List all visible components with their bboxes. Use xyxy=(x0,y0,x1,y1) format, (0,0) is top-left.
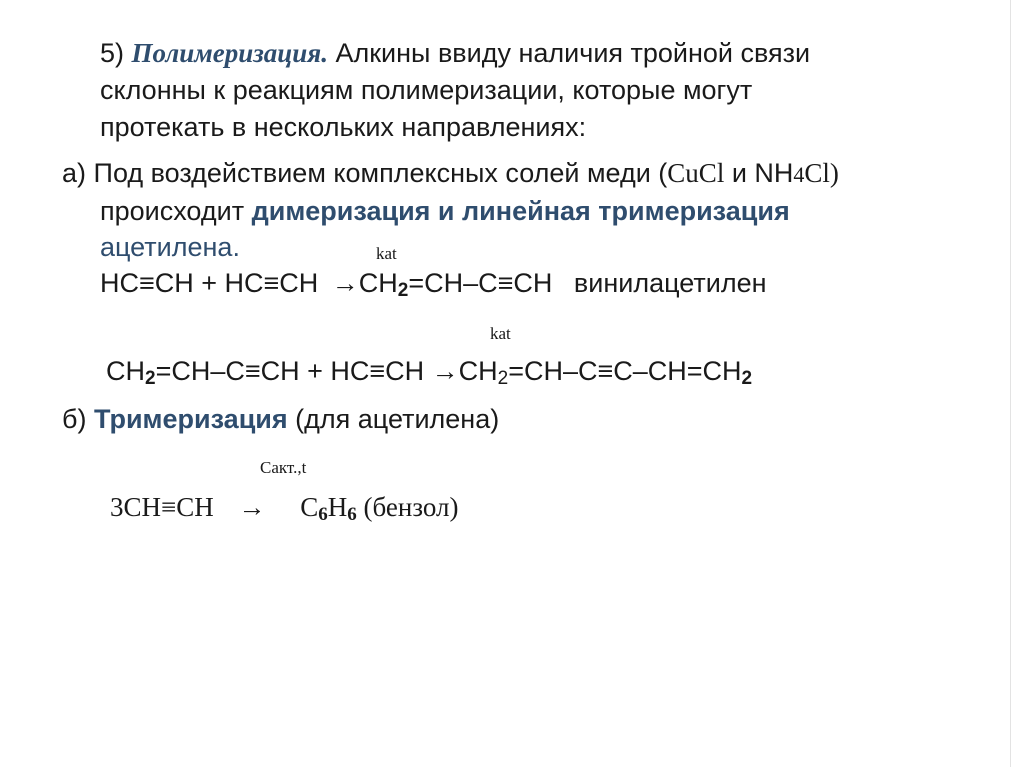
section-b-title: Тримеризация xyxy=(93,404,288,434)
reaction3-h: H xyxy=(327,492,348,522)
section-a-text: Под воздействием комплексных солей меди ( xyxy=(93,158,668,188)
section-a-line2-prefix: происходит xyxy=(100,196,245,226)
reaction1-left: HC≡CH + HC≡CH xyxy=(100,268,319,298)
reaction1 xyxy=(100,266,767,300)
reaction2-left-a: CH xyxy=(106,356,145,386)
reaction2-left-sub: 2 xyxy=(145,368,156,389)
cucl-formula: CuCl xyxy=(667,158,725,188)
intro-line-3: протекать в нескольких направлениях: xyxy=(100,112,587,142)
intro-number: 5) xyxy=(100,38,125,68)
reaction3-c-sub: 6 xyxy=(318,504,328,525)
reaction2-arrow: → xyxy=(431,356,459,386)
reaction2-right-a: CH xyxy=(458,356,498,386)
slide-border xyxy=(1010,0,1011,767)
nh-subscript: 4 xyxy=(793,162,805,187)
and-word: и xyxy=(724,158,755,188)
reaction1-catalyst: kat xyxy=(376,244,397,263)
section-b-note: (для ацетилена) xyxy=(295,404,500,434)
reaction3-catalyst: Сакт.,t xyxy=(260,458,307,477)
section-a-highlight: димеризация и линейная тримеризация xyxy=(251,196,790,226)
reaction2-catalyst: kat xyxy=(490,324,511,343)
intro-line-2: склонны к реакциям полимеризации, которые могут xyxy=(100,75,753,105)
reaction1-name: винилацетилен xyxy=(573,268,767,298)
reaction2-right-sub2: 2 xyxy=(741,368,753,389)
intro-text-1: Алкины ввиду наличия тройной связи xyxy=(335,38,811,68)
intro-title: Полимеризация. xyxy=(131,38,328,68)
reaction3 xyxy=(110,490,458,524)
nh-formula: NH xyxy=(754,158,794,188)
reaction2-left-b: =CH–C≡CH + HC≡CH xyxy=(155,356,425,386)
section-a-prefix: а) xyxy=(62,158,87,188)
reaction3-h-sub: 6 xyxy=(347,504,357,525)
reaction3-left: 3CH≡CH xyxy=(110,492,214,522)
reaction2-right-b: =CH–C≡C–CH=CH xyxy=(508,356,742,386)
reaction3-arrow: → xyxy=(238,492,266,522)
reaction2 xyxy=(106,354,752,388)
section-b-prefix: б) xyxy=(62,404,87,434)
section-b xyxy=(62,402,499,436)
reaction3-c: C xyxy=(300,492,319,522)
cl-formula: Cl) xyxy=(804,158,839,188)
intro-line-1 xyxy=(100,36,810,70)
reaction3-name: (бензол) xyxy=(363,492,459,522)
reaction1-arrow: → xyxy=(331,268,359,298)
section-a-line-3: ацетилена. xyxy=(100,232,240,262)
reaction1-product-sub: 2 xyxy=(397,280,409,301)
section-a-line-1 xyxy=(62,156,839,192)
reaction1-product-a: CH xyxy=(358,268,398,298)
section-a-line-2 xyxy=(100,194,790,228)
reaction2-right-sub1: 2 xyxy=(497,368,509,389)
reaction1-product-b: =CH–C≡CH xyxy=(408,268,553,298)
